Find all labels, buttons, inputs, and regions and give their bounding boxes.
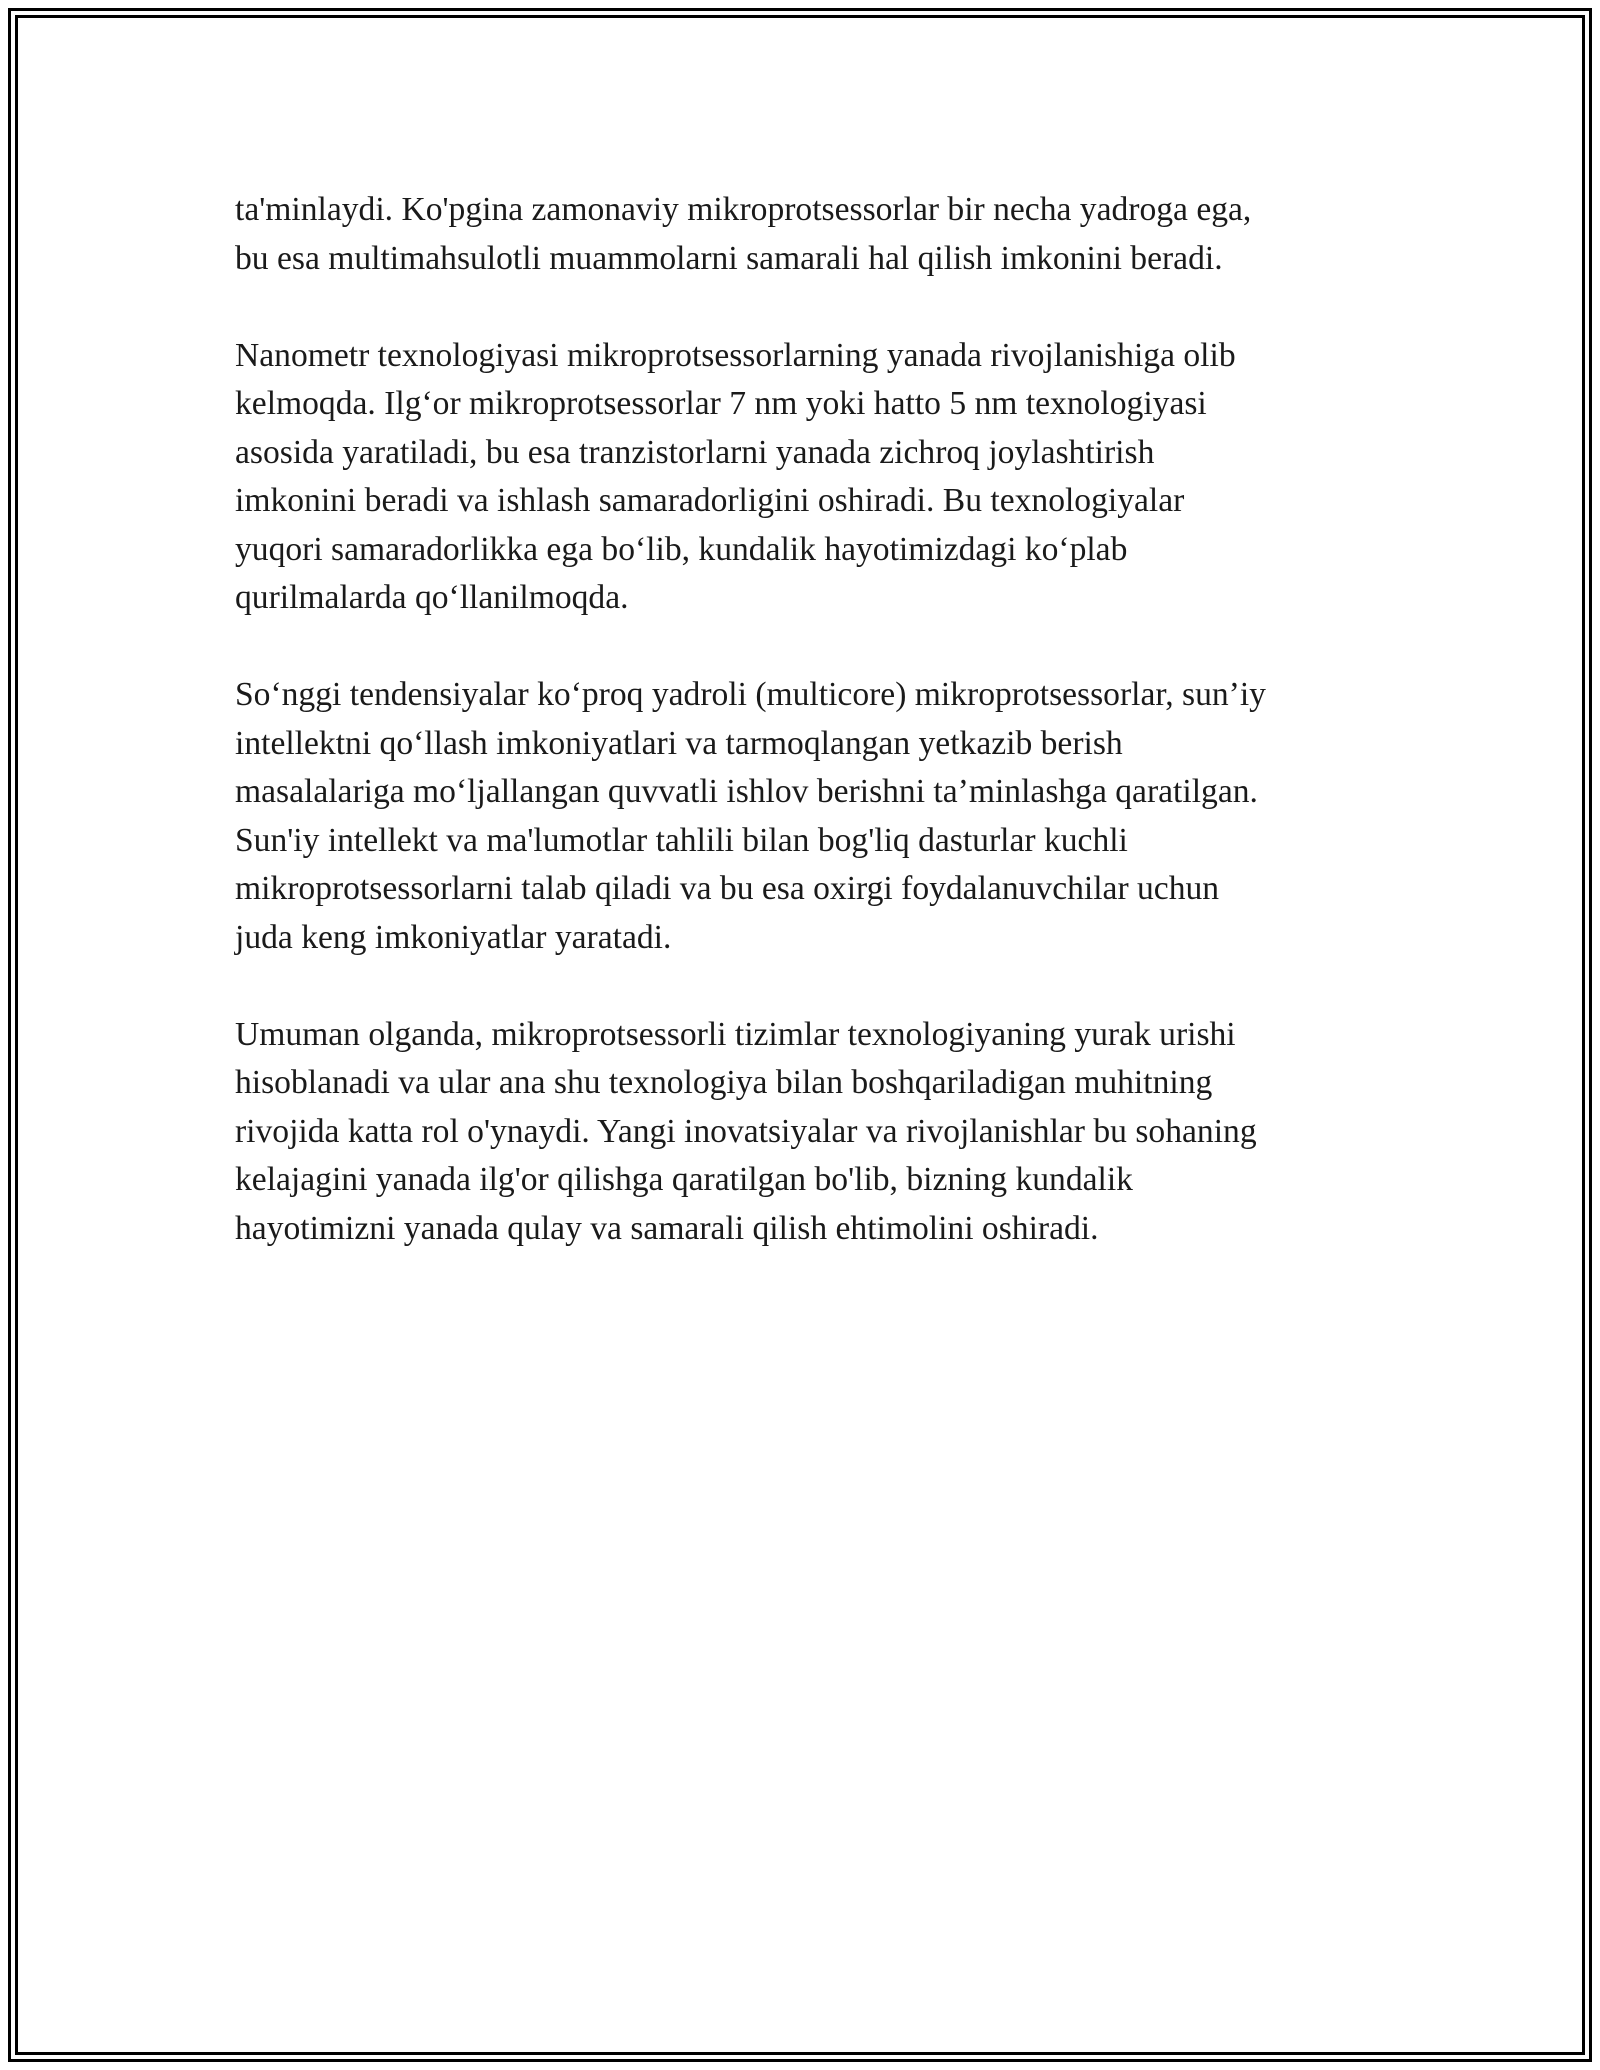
- paragraph: ta'minlaydi. Ko'pgina zamonaviy mikroprotsessorlar bir necha yadroga ega, bu esa multimahsulotli muammolarni samarali hal qilish imkonini beradi.: [235, 191, 1252, 277]
- paragraph: So‘nggi tendensiyalar ko‘proq yadroli (multicore) mikroprotsessorlar, sun’iy intellektni qo‘llash imkoniyatlari va tarmoqlangan yetkazib berish masalalariga mo‘ljallangan quvvatli ishlov berishni ta’minlashga qaratilgan. Sun'iy intellekt va ma'lumotlar tahlili bilan bog'liq dasturlar kuchli mikroprotsessorlarni talab qiladi va bu esa oxirgi foydalanuvchilar uchun juda keng imkoniyatlar yaratadi.: [235, 676, 1266, 956]
- paragraph: Nanometr texnologiyasi mikroprotsessorlarning yanada rivojlanishiga olib kelmoqda. Ilg‘or mikroprotsessorlar 7 nm yoki hatto 5 nm texnologiyasi asosida yaratiladi, bu esa tranzistorlarni yanada zichroq joylashtirish imkonini beradi va ishlash samaradorligini oshiradi. Bu texnologiyalar yuqori samaradorlikka ega bo‘lib, kundalik hayotimizdagi ko‘plab qurilmalarda qo‘llanilmoqda.: [235, 336, 1236, 616]
- paragraph: Umuman olganda, mikroprotsessorli tizimlar texnologiyaning yurak urishi hisoblanadi va ular ana shu texnologiya bilan boshqariladigan muhitning rivojida katta rol o'ynaydi. Yangi inovatsiyalar va rivojlanishlar bu sohaning kelajagini yanada ilg'or qilishga qaratilgan bo'lib, bizning kundalik hayotimizni yanada qulay va samarali qilish ehtimolini oshiradi.: [235, 1015, 1257, 1247]
- document-body: [235, 186, 1395, 1302]
